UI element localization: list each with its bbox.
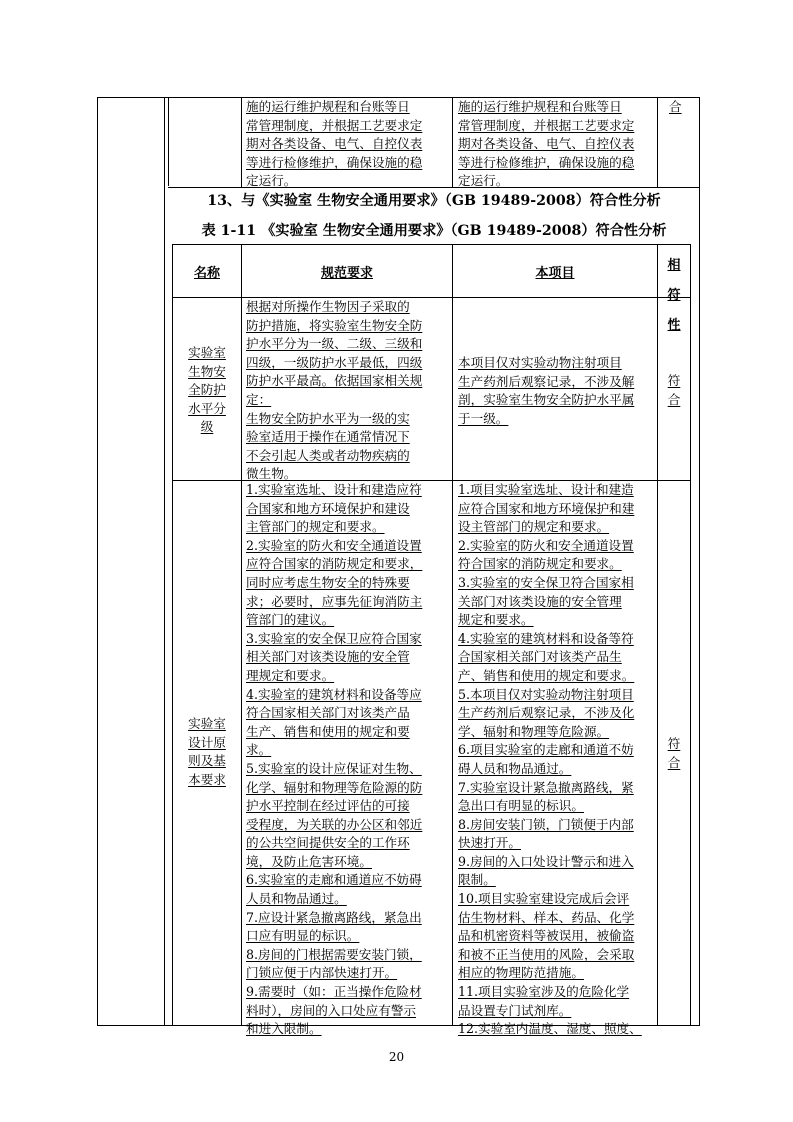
requirement-line: 防护水平最高。依据国家相关规: [246, 373, 423, 389]
row1-requirement: [246, 298, 422, 484]
requirement-line: 求。: [246, 742, 272, 758]
requirement-line: 2.实验室的防火和安全通道设置: [246, 537, 422, 553]
project-line: 6.项目实验室的走廊和通道不妨: [458, 742, 634, 758]
project-line: 3.实验室的安全保卫符合国家相: [458, 574, 634, 590]
project-line: 关部门对该类设施的安全管理: [458, 593, 622, 609]
conformity-char: 合: [667, 391, 681, 407]
requirement-line: 主管部门的规定和要求。: [246, 519, 385, 535]
project-line: 估生物材料、样本、药品、化学: [458, 909, 635, 925]
project-line: 快速打开。: [458, 835, 521, 851]
project-line: 期对各类设备、电气、自控仪表: [458, 136, 635, 152]
conformity-char: 符: [667, 736, 681, 751]
project-line: 2.实验室的防火和安全通道设置: [458, 537, 634, 553]
project-line: 10.项目实验室建设完成后会评: [458, 891, 630, 907]
project-line: 学、辐射和物理等危险源。: [458, 723, 610, 739]
project-line: 和被不正当使用的风险，会采取: [458, 946, 635, 962]
project-line: 碍人员和物品通过。: [458, 760, 572, 776]
row1-conformity: [658, 372, 690, 409]
project-line: 常管理制度，并根据工艺要求定: [458, 117, 635, 133]
project-line: 施的运行维护规程和台账等日: [458, 99, 622, 114]
requirement-line: 合国家和地方环境保护和建设: [246, 500, 410, 516]
requirement-line: 定运行。: [246, 173, 297, 189]
project-line: 合国家相关部门对该类产品生: [458, 649, 622, 665]
row1-project: [458, 354, 634, 428]
project-line: 急出口有明显的标识。: [458, 798, 584, 814]
project-line: 品和机密资料等被误用，被偷盗: [458, 928, 635, 944]
requirement-line: 8.房间的门根据需要安装门锁，: [246, 946, 422, 962]
row2-project: [458, 481, 642, 1039]
requirement-line: 1.实验室选址、设计和建造应符: [246, 482, 422, 497]
requirement-line: 化学、辐射和物理等危险源的防: [246, 779, 423, 795]
requirement-line: 定：: [246, 391, 272, 407]
requirement-line: 根据对所操作生物因子采取的: [246, 299, 410, 314]
project-line: 12.实验室内温度、湿度、照度、: [458, 1021, 642, 1037]
name-line: 级: [200, 419, 214, 435]
project-line: 剖，实验室生物安全防护水平属: [458, 392, 635, 408]
project-line: 11.项目实验室涉及的危险化学: [458, 984, 630, 1000]
header-project: 本项目: [535, 266, 575, 281]
header-conformity-char: 性: [667, 318, 681, 333]
project-line: 4.实验室的建筑材料和设备等符: [458, 630, 634, 646]
requirement-line: 3.实验室的安全保卫应符合国家: [246, 630, 422, 646]
header-requirement: 规范要求: [320, 266, 373, 281]
requirement-line: 口应有明显的标识。: [246, 928, 360, 944]
name-line: 生物安: [188, 363, 226, 379]
section-heading: 13、与《实验室 生物安全通用要求》（GB 19489-2008）符合性分析: [207, 193, 661, 209]
project-line: 7.实验室设计紧急撤离路线，紧: [458, 779, 634, 795]
project-line: 品设置专门试剂库。: [458, 1002, 572, 1018]
requirement-line: 生产、销售和使用的规定和要: [246, 723, 410, 739]
top-row-conformity: 合: [669, 99, 682, 114]
left-column-divider-inner: [168, 97, 169, 186]
top-row-requirement: [246, 98, 422, 191]
header-conformity-char: 符: [667, 288, 681, 303]
requirement-line: 微生物。: [246, 466, 297, 482]
requirement-line: 的公共空间提供安全的工作环: [246, 835, 410, 851]
name-line: 实验室: [188, 345, 226, 360]
project-line: 9.房间的入口处设计警示和进入: [458, 853, 634, 869]
table-title: 表 1-11 《实验室 生物安全通用要求》（GB 19489-2008）符合性分析: [201, 223, 667, 239]
requirement-line: 期对各类设备、电气、自控仪表: [246, 136, 423, 152]
requirement-line: 符合国家相关部门对该类产品: [246, 705, 410, 721]
requirement-line: 常管理制度，并根据工艺要求定: [246, 117, 423, 133]
requirement-line: 求；必要时，应事先征询消防主: [246, 593, 423, 609]
project-line: 定运行。: [458, 173, 509, 189]
row1-name: [173, 344, 241, 437]
name-line: 水平分: [188, 400, 226, 416]
project-line: 限制。: [458, 872, 496, 888]
project-line: 规定和要求。: [458, 612, 534, 628]
name-line: 本要求: [188, 771, 226, 787]
row2-name: [173, 715, 241, 789]
project-line: 生产药剂后观察记录，不涉及解: [458, 373, 635, 389]
requirement-line: 理规定和要求。: [246, 667, 335, 683]
name-line: 全防护: [188, 382, 226, 398]
requirement-line: 料时），房间的入口处应有警示: [246, 1002, 417, 1018]
conformity-char: 合: [667, 754, 681, 770]
requirement-line: 施的运行维护规程和台账等日: [246, 99, 410, 114]
left-column-divider: [164, 97, 165, 1026]
requirement-line: 7.应设计紧急撤离路线，紧急出: [246, 909, 422, 925]
conformity-char: 符: [667, 373, 681, 388]
project-line: 相应的物理防范措施。: [458, 965, 584, 981]
requirement-line: 等进行检修维护，确保设施的稳: [246, 154, 423, 170]
requirement-line: 5.实验室的设计应保证对生物、: [246, 760, 422, 776]
requirement-line: 防护措施，将实验室生物安全防: [246, 317, 423, 333]
requirement-line: 相关部门对该类设施的安全管: [246, 649, 410, 665]
requirement-line: 6.实验室的走廊和通道应不妨碍: [246, 872, 422, 888]
name-line: 实验室: [188, 716, 226, 731]
requirement-line: 不会引起人类或者动物疾病的: [246, 447, 410, 463]
project-line: 生产药剂后观察记录，不涉及化: [458, 705, 635, 721]
requirement-line: 四级，一级防护水平最低，四级: [246, 354, 423, 370]
project-line: 1.项目实验室选址、设计和建造: [458, 482, 634, 497]
project-line: 应符合国家和地方环境保护和建: [458, 500, 635, 516]
requirement-line: 境，及防止危害环境。: [246, 853, 372, 869]
requirement-line: 门锁应便于内部快速打开。: [246, 965, 398, 981]
row2-conformity: [658, 735, 690, 772]
requirement-line: 管部门的建议。: [246, 612, 335, 628]
row2-requirement: [246, 481, 422, 1039]
top-row-project: [458, 98, 634, 191]
requirement-line: 受程度，为关联的办公区和邻近: [246, 816, 423, 832]
name-line: 设计原: [188, 734, 226, 750]
requirement-line: 9.需要时（如：正当操作危险材: [246, 984, 422, 1000]
requirement-line: 4.实验室的建筑材料和设备等应: [246, 686, 422, 702]
project-line: 于一级。: [458, 410, 509, 426]
requirement-line: 验室适用于操作在通常情况下: [246, 429, 410, 445]
project-line: 符合国家的消防规定和要求。: [458, 556, 622, 572]
requirement-line: 护水平分为一级、二级、三级和: [246, 336, 423, 352]
requirement-line: 生物安全防护水平为一级的实: [246, 410, 410, 426]
project-line: 本项目仅对实验动物注射项目: [458, 355, 622, 370]
project-line: 8.房间安装门锁，门锁便于内部: [458, 816, 634, 832]
requirement-line: 和进入限制。: [246, 1021, 322, 1037]
requirement-line: 同时应考虑生物安全的特殊要: [246, 574, 410, 590]
requirement-line: 护水平控制在经过评估的可接: [246, 798, 410, 814]
project-line: 设主管部门的规定和要求。: [458, 519, 610, 535]
requirement-line: 人员和物品通过。: [246, 891, 347, 907]
page-number: 20: [388, 1050, 405, 1064]
name-line: 则及基: [188, 753, 226, 769]
header-name: 名称: [193, 266, 220, 281]
project-line: 5.本项目仅对实验动物注射项目: [458, 686, 634, 702]
project-line: 等进行检修维护，确保设施的稳: [458, 154, 635, 170]
requirement-line: 应符合国家的消防规定和要求，: [246, 556, 423, 572]
header-conformity: [658, 244, 690, 347]
project-line: 产、销售和使用的规定和要求。: [458, 667, 635, 683]
header-conformity-char: 相: [667, 258, 681, 273]
